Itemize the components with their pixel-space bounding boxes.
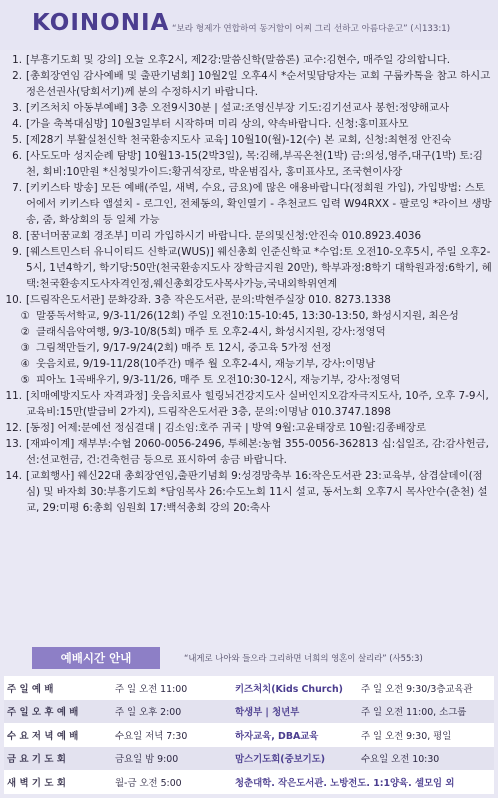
item-text: [동정] 어제:문예선 정심결대 | 김소임:호주 귀국 | 방역 9월:고윤태장로 10월:김종배장로 xyxy=(26,422,426,434)
sub-item-text: 피아노 1곡배우기, 9/3-11/26, 매주 토 오전10:30-12시, 재능기부, 강사:정영덕 xyxy=(36,374,401,386)
table-row xyxy=(4,676,494,700)
sub-item-mark: ④ xyxy=(20,358,30,370)
sub-item-mark: ⑤ xyxy=(20,374,30,386)
dept-time: 주 일 오전 9:30/3층교육관 xyxy=(361,683,473,695)
item-number: 3. xyxy=(12,102,22,114)
sub-item-text: 클래식음악여행, 9/3-10/8(5회) 매주 토 오후2-4시, 화성시지원, 강사:정영덕 xyxy=(36,326,386,338)
service-time: 주 일 오전 11:00 xyxy=(115,683,188,695)
sub-item-mark: ③ xyxy=(20,342,30,354)
item-text: [총회장연임 감사예배 및 출판기념회] 10월2일 오후4시 *순서및담당자는 교회 구룹카톡을 참고 하시고 정은선권사(당회서기)께 분의 수정하시기 바랍니다. xyxy=(26,70,491,98)
list-item xyxy=(0,52,498,68)
service-label: 금요기도회 xyxy=(7,754,70,766)
item-text: [가을 축복대심방] 10월3일부터 시작하며 미리 상의, 약속바랍니다. 신청:홍미표사모 xyxy=(26,118,409,130)
list-item xyxy=(0,148,498,180)
item-number: 8. xyxy=(12,230,22,242)
dept-label: 학생부 | 청년부 xyxy=(235,707,300,719)
sub-item xyxy=(0,340,498,356)
item-text: [꿈너머꿈교회 경조부] 미리 가입하시기 바랍니다. 문의및신청:안진숙 010.8923.4036 xyxy=(26,230,422,242)
list-item xyxy=(0,228,498,244)
list-item xyxy=(0,244,498,292)
sub-item-text: 그림책만들기, 9/17-9/24(2회) 매주 토 12시, 중고육 5가정 선정 xyxy=(36,342,332,354)
sub-item xyxy=(0,324,498,340)
item-number: 5. xyxy=(12,134,22,146)
service-time: 주 일 오후 2:00 xyxy=(115,707,182,719)
koinonia-logo: KOINONIA xyxy=(32,10,170,36)
dept-label: 키즈처치(Kids Church) xyxy=(235,683,343,695)
schedule-verse: “내게로 나아와 들으라 그리하면 너희의 영혼이 살리라” (사55:3) xyxy=(184,653,423,663)
item-number: 9. xyxy=(12,246,22,258)
item-text: [재파이계] 재부부:수협 2060-0056-2496, 투헤본:농협 355-0056-362813 십:십일조, 감:감사헌금, 선:선교헌금, 건:건축헌금 등으로 표시하여 송금 바랍니다. xyxy=(26,438,489,466)
service-time: 월-금 오전 5:00 xyxy=(115,777,182,789)
service-label: 수요저녁예배 xyxy=(7,730,82,742)
worship-schedule-table xyxy=(4,676,494,794)
list-item xyxy=(0,292,498,308)
list-item xyxy=(0,100,498,116)
sub-item-text: 말풍독서학교, 9/3-11/26(12회) 주일 오전10:15-10:45, 13:30-13:50, 화성시지원, 최은성 xyxy=(36,310,459,322)
list-item xyxy=(0,68,498,100)
table-row xyxy=(4,747,494,771)
item-number: 4. xyxy=(12,118,22,130)
item-text: [키즈처치 아동부예배] 3층 오전9시30분 | 설교:조영신부장 기도:김기선교사 봉헌:정양해교사 xyxy=(26,102,449,114)
sub-item-mark: ② xyxy=(20,326,30,338)
item-number: 14. xyxy=(5,470,22,482)
item-text: [치매예방지도사 자격과정] 웃음치료사 힐링뇌건강지도사 실버인지오감자극지도사, 10주, 오후 7-9시, 교육비:15만(발급비 2가지), 드림작은도서관 3층, 문의:이명남 010.3747.1898 xyxy=(26,390,489,418)
list-item xyxy=(0,420,498,436)
sub-item-mark: ① xyxy=(20,310,30,322)
table-row xyxy=(4,700,494,724)
dept-label: 맘스기도회(중보기도) xyxy=(235,754,326,766)
list-item xyxy=(0,180,498,228)
sub-item xyxy=(0,372,498,388)
list-item xyxy=(0,132,498,148)
page-header xyxy=(0,0,498,50)
sub-item xyxy=(0,356,498,372)
service-label: 새벽기도회 xyxy=(7,777,70,789)
item-number: 1. xyxy=(12,54,22,66)
service-time: 금요일 밤 9:00 xyxy=(115,754,179,766)
item-number: 6. xyxy=(12,150,22,162)
announcement-list xyxy=(0,52,498,516)
list-item xyxy=(0,116,498,132)
dept-label: 청춘대학. 작은도서관. 노방전도. 1:1양육. 셀모임 외 xyxy=(235,777,455,789)
dept-time: 수요일 오전 10:30 xyxy=(361,754,440,766)
item-text: [부흥기도회 및 강의] 오늘 오후2시, 제2강:말씀신학(말씀론) 교수:김현수, 매주일 강의합니다. xyxy=(26,54,451,66)
sub-item xyxy=(0,308,498,324)
item-text: [키키스타 방송] 모든 예배(주일, 새벽, 수요, 금요)에 많은 애용바랍니다(정희원 가입), 가입방법: 스토어에서 키키스타 앱설치 - 로그인, 전체동의, 확인열기 - 추천코드 입력 W94RXX - 팔로잉 *라이브 생방송, 줌, 화상회의 등 일체 가능 xyxy=(26,182,492,226)
item-text: [드림작은도서관] 문화강좌. 3층 작은도서관, 문의:박현주실장 010. 8273.1338 xyxy=(26,294,391,306)
dept-time: 주 일 오전 9:30, 평일 xyxy=(361,730,452,742)
item-number: 7. xyxy=(12,182,22,194)
table-row xyxy=(4,723,494,747)
service-label: 주일예배 xyxy=(7,683,57,695)
list-item xyxy=(0,388,498,420)
item-number: 12. xyxy=(5,422,22,434)
dept-time: 주 일 오전 11:00, 소그룹 xyxy=(361,707,467,719)
service-label: 주일오후예배 xyxy=(7,707,82,719)
list-item xyxy=(0,468,498,516)
item-text: [교회행사] 웨신22대 총회장연임,출판기념회 9:성경망축부 16:작은도서관 23:교육부, 삼겹살데이(점심) 및 바자회 30:부흥기도회 *담임목사 26:수도노회 11시 설교, 동서노회 오후7시 목사안수(춘천) 설교, 29:미평 6:총회 임원회 17:백석총회 강의 20:축사 xyxy=(26,470,488,514)
schedule-title: 예배시간 안내 xyxy=(32,647,160,669)
service-time: 수요일 저녁 7:30 xyxy=(115,730,188,742)
header-motto: “보라 형제가 연합하여 동거함이 어찌 그리 선하고 아름다운고” (시133:1) xyxy=(172,24,451,34)
list-item xyxy=(0,436,498,468)
sub-item-text: 웃음치료, 9/19-11/28(10주간) 매주 월 오후2-4시, 재능기부, 강사:이명남 xyxy=(36,358,376,370)
item-text: [웨스트민스터 유니이티드 신학교(WUS)] 웨신총회 인준신학교 *수업:토 오전10-오후5시, 주일 오후2-5시, 1년4학기, 학기당:50만(천국환송지도사 장학금지원 20만), 학부과정:8학기 대학원과정:6학기, 혜택:천국환송지도사자격인정,웨신총회강도사목사가능,국내외학위연계 xyxy=(26,246,492,290)
item-number: 10. xyxy=(5,294,22,306)
item-number: 11. xyxy=(5,390,22,402)
item-text: [사도도마 성지순례 탐방] 10월13-15(2박3일), 목:김해,부곡온천(1박) 금:의성,영주,대구(1박) 토:김천, 회비:10만원 *신청및가이드:황귀석장로, 박운범집사, 홍미표사모, 조국현이사장 xyxy=(26,150,483,178)
table-row xyxy=(4,770,494,794)
item-text: [제28기 부활실천신학 천국환송지도사 교육] 10월10(월)-12(수) 본 교회, 신청:최현정 안진숙 xyxy=(26,134,452,146)
dept-label: 하자교육, DBA교육 xyxy=(235,730,319,742)
item-number: 2. xyxy=(12,70,22,82)
item-number: 13. xyxy=(5,438,22,450)
